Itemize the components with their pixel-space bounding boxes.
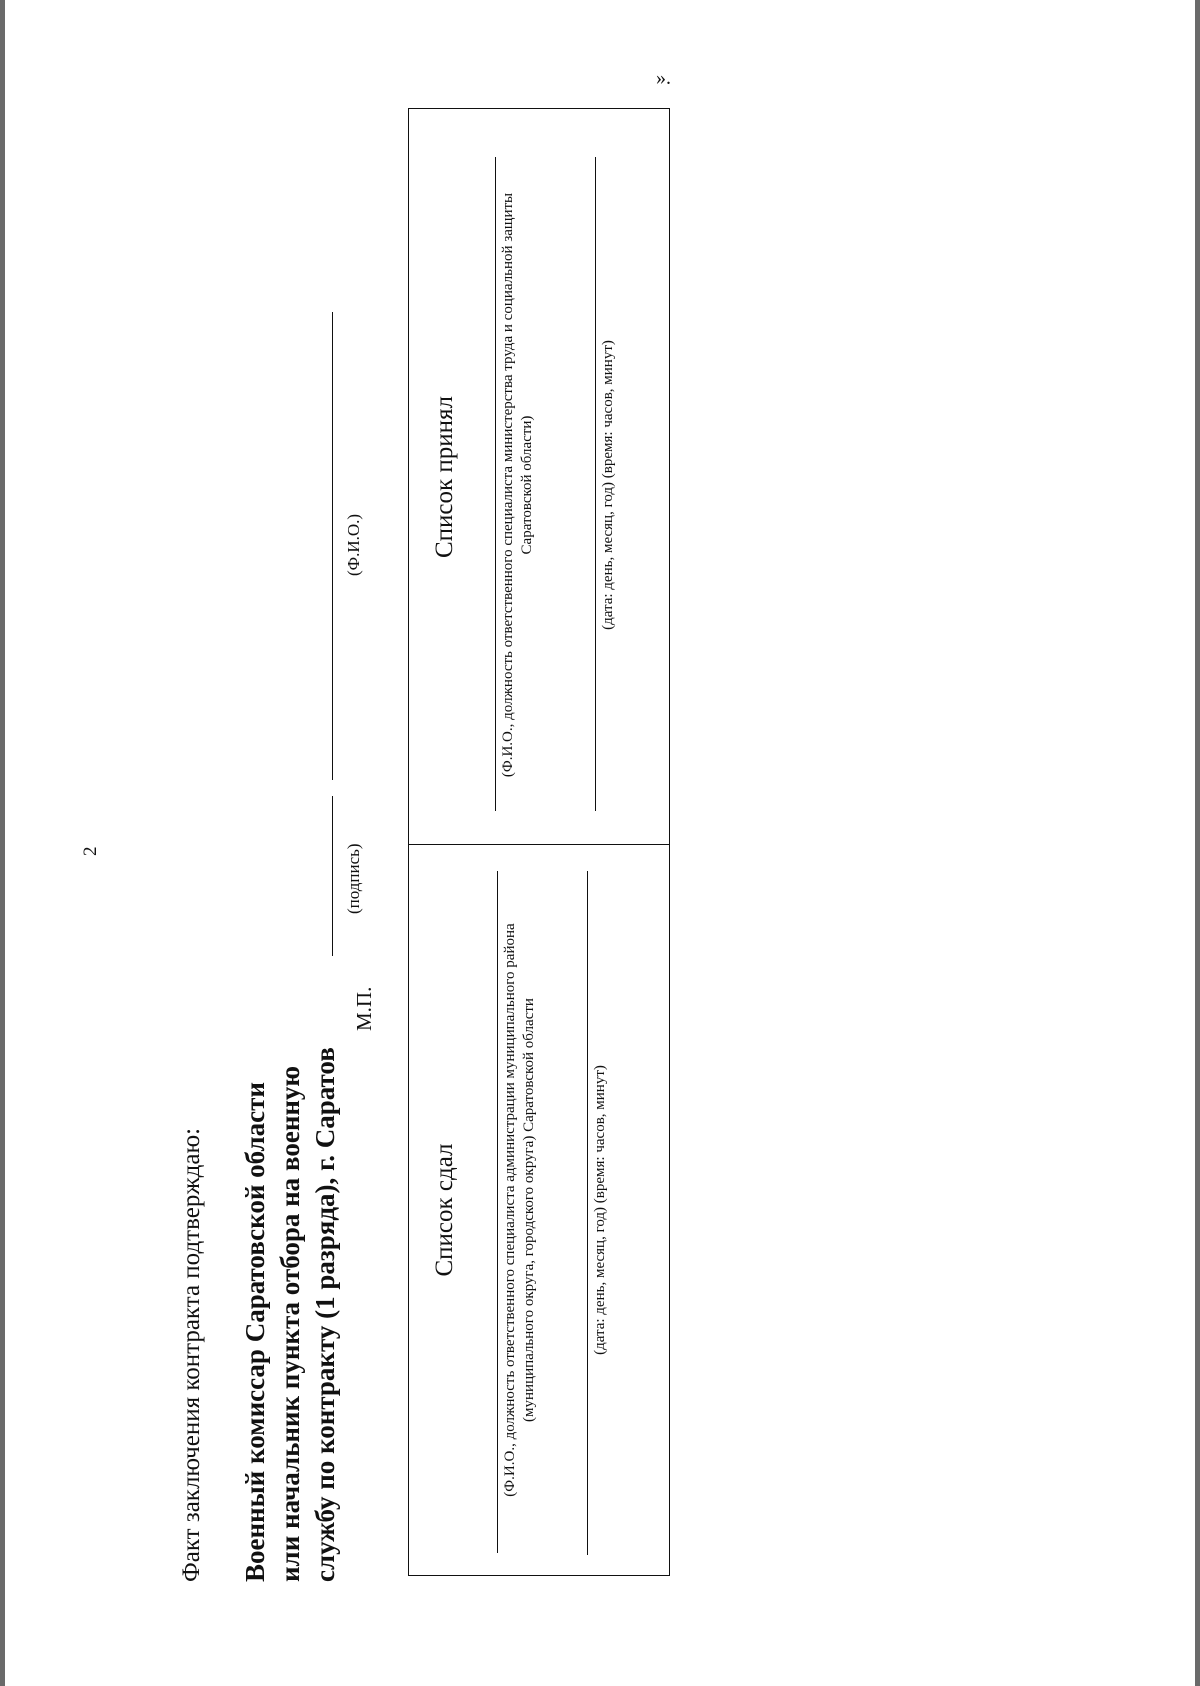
receipt-datetime-caption: (дата: день, месяц, год) (время: часов, минут)	[600, 340, 616, 630]
commissar-title	[238, 962, 343, 1582]
stamp-mark: М.П.	[352, 986, 376, 1031]
handover-person-line	[497, 871, 498, 1553]
commissar-line-1: Военный комиссар Саратовской области	[240, 1082, 270, 1582]
name-line	[332, 312, 333, 780]
closing-quote-mark: ».	[656, 67, 671, 89]
signature-line	[332, 796, 333, 956]
page-number: 2	[80, 846, 101, 856]
confirmation-text: Факт заключения контракта подтверждаю:	[178, 1127, 205, 1582]
commissar-line-2: или начальник пункта отбора на военную	[275, 1065, 305, 1582]
handover-title: Список сдал	[431, 1143, 458, 1277]
receipt-title: Список принял	[431, 395, 458, 559]
handover-person-caption: (Ф.И.О., должность ответственного специалиста администрации муниципального района (муниципального округа, городского округа) Саратовской области	[502, 923, 537, 1497]
receipt-datetime-line	[595, 157, 596, 811]
signature-caption: (подпись)	[344, 843, 363, 914]
handover-datetime-caption: (дата: день, месяц, год) (время: часов, минут)	[592, 1065, 608, 1355]
receipt-person-line	[495, 157, 496, 811]
receipt-person-caption: (Ф.И.О., должность ответственного специалиста министерства труда и социальной защиты Саратовской области)	[500, 192, 535, 778]
name-caption: (Ф.И.О.)	[344, 513, 363, 576]
handover-table	[408, 108, 670, 1576]
commissar-line-3: службу по контракту (1 разряда), г. Саратов	[310, 1047, 340, 1582]
handover-datetime-line	[587, 871, 588, 1555]
